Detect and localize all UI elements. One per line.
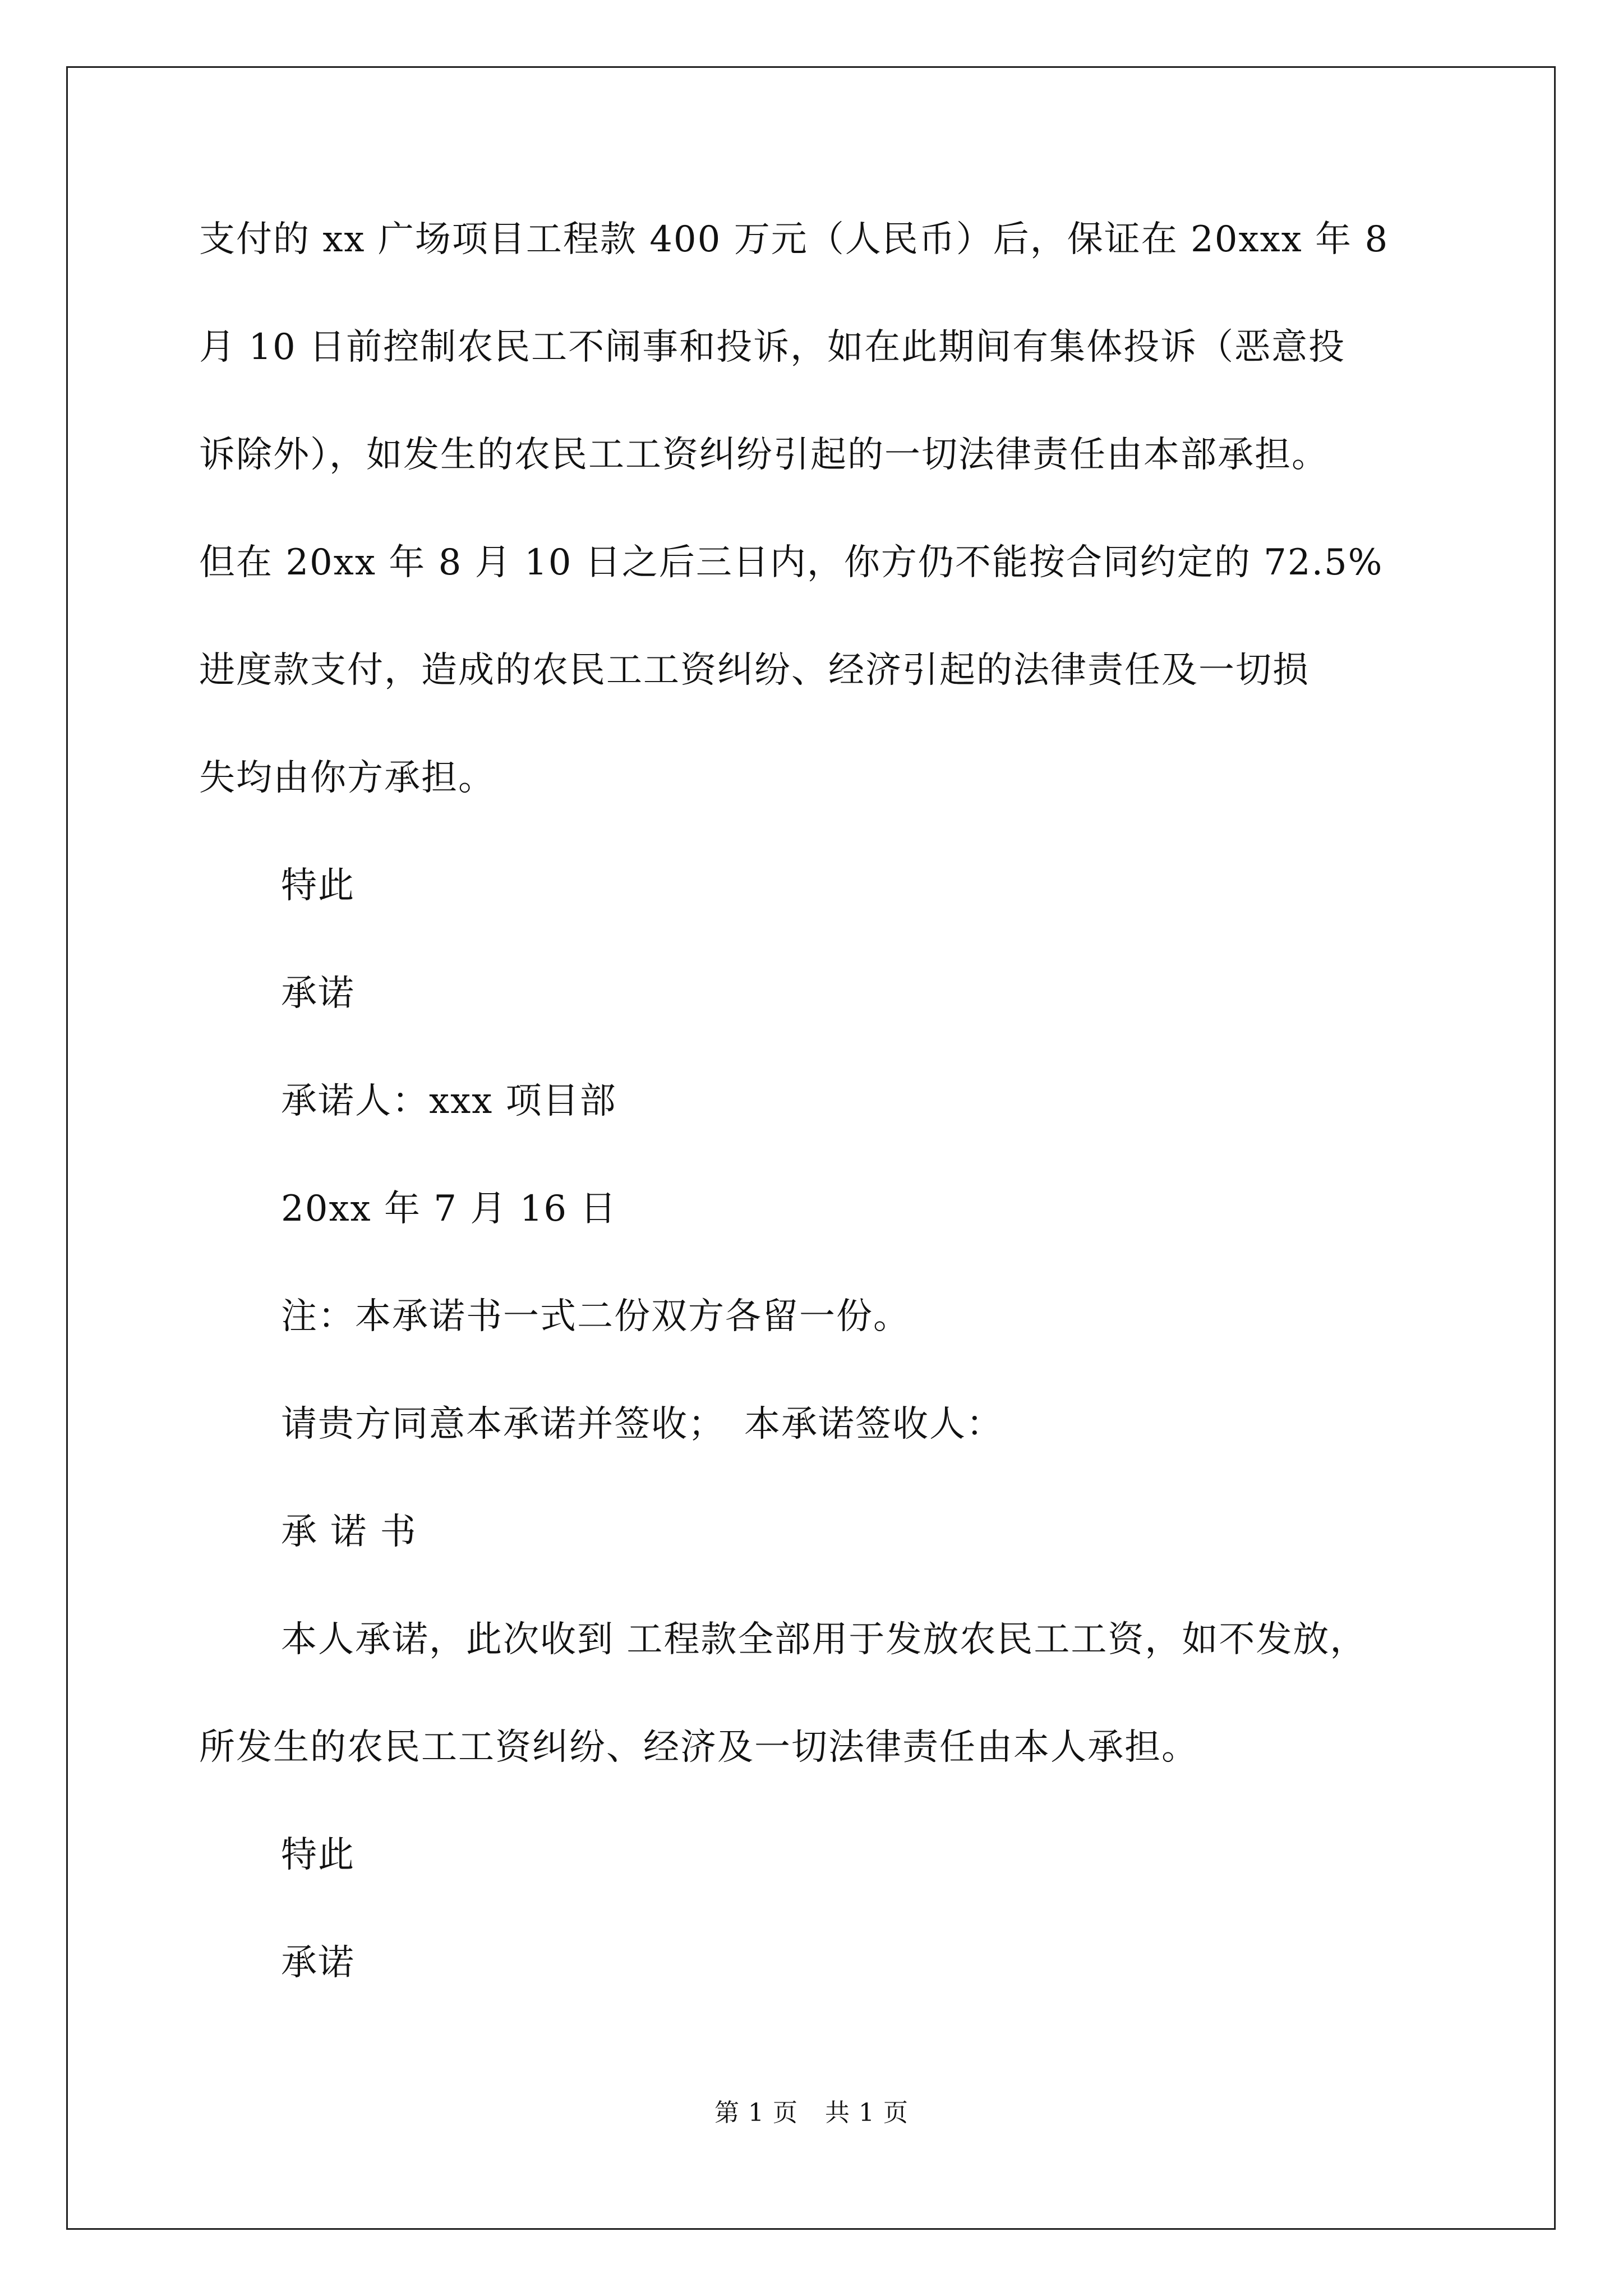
request-line: 请贵方同意本承诺并签收； 本承诺签收人：	[281, 1404, 1003, 1445]
page-footer	[0, 2101, 1623, 2125]
closing-text: 承诺	[281, 973, 355, 1014]
paragraph-line: 但在 20xx 年 8 月 10 日之后三日内，你方仍不能按合同约定的 72.5%	[199, 542, 1384, 583]
document-body	[199, 219, 1467, 2053]
paragraph-line: 支付的 xx 广场项目工程款 400 万元（人民币）后，保证在 20xxx 年 8	[199, 219, 1389, 260]
paragraph-line: 月 10 日前控制农民工不闹事和投诉，如在此期间有集体投诉（恶意投	[199, 326, 1346, 368]
paragraph-line: 所发生的农民工工资纠纷、经济及一切法律责任由本人承担。	[199, 1727, 1198, 1768]
date-line: 20xx 年 7 月 16 日	[281, 1188, 617, 1230]
closing-text: 承诺	[281, 1942, 355, 1984]
paragraph-line: 失均由你方承担。	[199, 757, 495, 799]
closing-text: 特此	[281, 865, 355, 907]
note-line: 注：本承诺书一式二份双方各留一份。	[281, 1296, 910, 1337]
closing-text: 特此	[281, 1834, 355, 1876]
paragraph-line: 诉除外），如发生的农民工工资纠纷引起的一切法律责任由本部承担。	[199, 434, 1329, 476]
paragraph-line: 进度款支付，造成的农民工工资纠纷、经济引起的法律责任及一切损	[199, 650, 1310, 691]
promisor-line: 承诺人：xxx 项目部	[281, 1080, 617, 1122]
page-total: 共 1 页	[825, 2099, 909, 2127]
paragraph-line: 本人承诺，此次收到 工程款全部用于发放农民工工资，如不发放，	[281, 1619, 1367, 1660]
page-number: 第 1 页	[714, 2099, 798, 2127]
section-title: 承 诺 书	[281, 1511, 417, 1553]
